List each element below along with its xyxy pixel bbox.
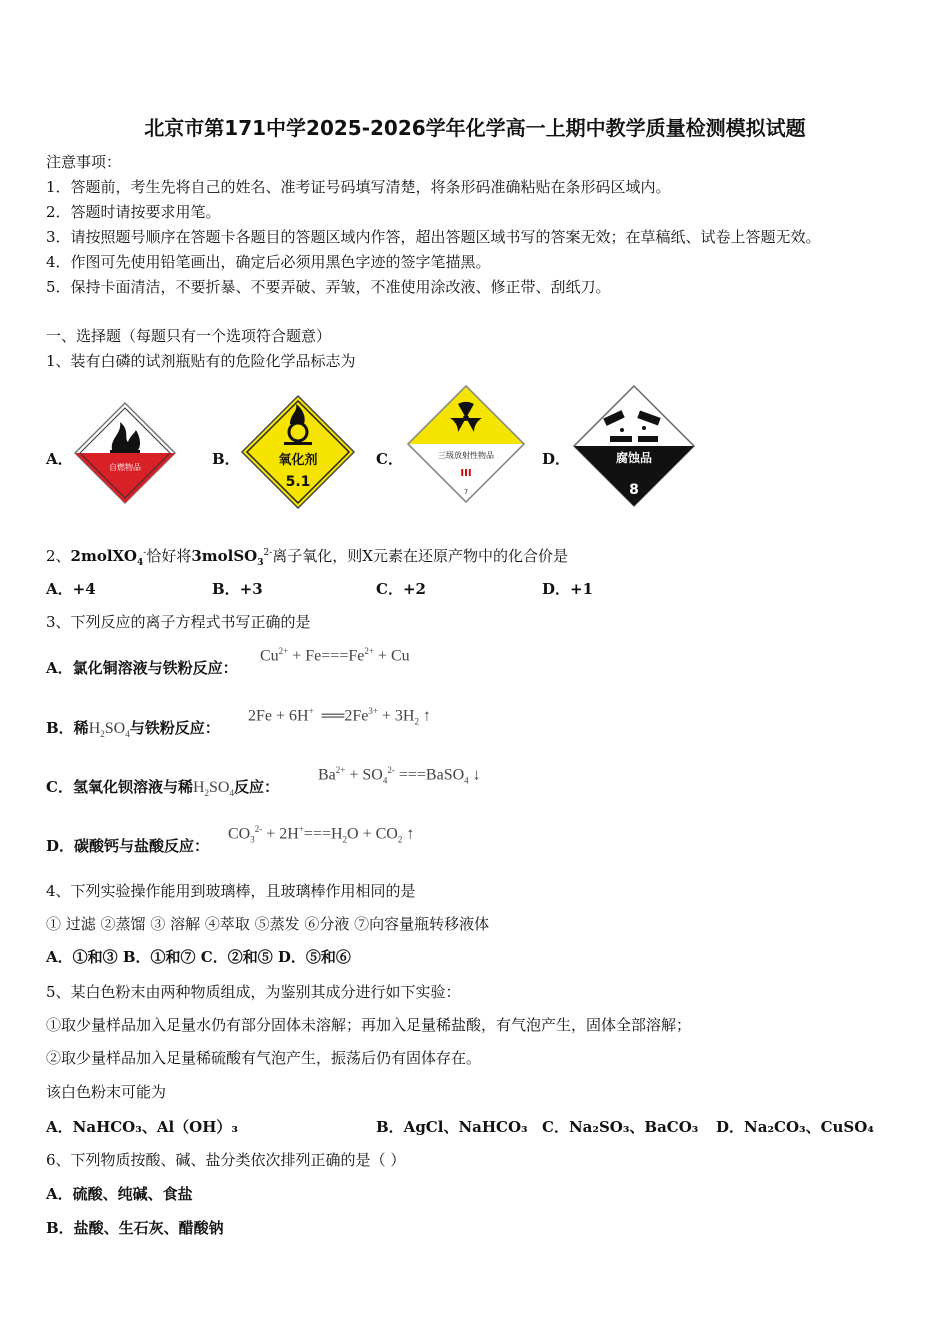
equation-c: $Ba^{2+} + SO_4^{2-}$ ===BaSO$_4$ ↓ [318, 765, 481, 786]
q6-option-b[interactable]: B．盐酸、生石灰、醋酸钠 [46, 1219, 224, 1237]
q5-option-d[interactable]: D．Na₂CO₃、CuSO₄ [716, 1118, 874, 1136]
sign-class: 7 [464, 489, 468, 496]
oxidizer-sign[interactable] [240, 394, 356, 510]
sign-text: 氧化剂 [278, 453, 318, 468]
q2-option-b[interactable]: B．+3 [212, 580, 263, 598]
notice-item: 3．请按照题号顺序在答题卡各题目的答题区域内作答，超出答题区域书写的答案无效；在草稿纸、试卷上答题无效。 [46, 228, 821, 246]
notice-item: 1．答题前，考生先将自己的姓名、准考证号码填写清楚，将条形码准确粘贴在条形码区域内。 [46, 178, 671, 196]
option-c-label: C． [376, 450, 403, 468]
equation-a: $Cu^{2+} + Fe===Fe^{2+} + Cu$ [260, 646, 410, 665]
q5-prompt: 该白色粉末可能为 [46, 1083, 167, 1101]
q6-option-a[interactable]: A．硫酸、纯碱、食盐 [46, 1185, 193, 1203]
q5-option-b[interactable]: B．AgCl、NaHCO₃ [376, 1118, 528, 1136]
q3-option-b[interactable]: B．稀$H_2SO_4$与铁粉反应： [46, 719, 220, 740]
sign-class: 8 [629, 482, 639, 498]
sign-text: 三级放射性物品 [438, 451, 494, 460]
equation-d: $CO_3^{2-} + 2H^+===H_2O + CO_2$ ↑ [228, 824, 415, 845]
notice-item: 4．作图可先使用铅笔画出，确定后必须用黑色字迹的签字笔描黑。 [46, 253, 491, 271]
radioactive-sign[interactable] [406, 384, 526, 504]
q4-options[interactable]: A．①和③ B．①和⑦ C．②和⑤ D．⑤和⑥ [46, 948, 351, 966]
notice-item: 5．保持卡面清洁，不要折暴、不要弄破、弄皱，不准使用涂改液、修正带、刮纸刀。 [46, 278, 611, 296]
q3-option-a[interactable]: A．氯化铜溶液与铁粉反应： [46, 659, 238, 677]
sign-text: 自燃物品 [109, 463, 141, 472]
question-3-stem: 3、下列反应的离子方程式书写正确的是 [46, 613, 311, 631]
question-5-stem: 5、某白色粉末由两种物质组成，为鉴别其成分进行如下实验： [46, 983, 461, 1001]
option-d-label: D． [542, 450, 571, 468]
section-heading: 一、选择题（每题只有一个选项符合题意） [46, 327, 332, 345]
q5-option-a[interactable]: A．NaHCO₃、Al（OH）₃ [46, 1118, 238, 1136]
option-b-label: B． [212, 450, 240, 468]
option-a-label: A． [46, 450, 73, 468]
sign-text: 腐蚀品 [615, 451, 653, 465]
question-6-stem: 6、下列物质按酸、碱、盐分类依次排列正确的是（ ） [46, 1151, 406, 1169]
q2-option-d[interactable]: D．+1 [542, 580, 594, 598]
notice-item: 2．答题时请按要求用笔。 [46, 203, 221, 221]
question-4-stem: 4、下列实验操作能用到玻璃棒，且玻璃棒作用相同的是 [46, 882, 416, 900]
equation-b: 2Fe + 6H+ $══2Fe^{3+} + 3H_2$ ↑ [248, 706, 431, 727]
q4-items: ① 过滤 ②蒸馏 ③ 溶解 ④萃取 ⑤蒸发 ⑥分液 ⑦向容量瓶转移液体 [46, 915, 490, 933]
sign-category: III [460, 468, 472, 479]
question-1-stem: 1、装有白磷的试剂瓶贴有的危险化学品标志为 [46, 352, 356, 370]
flammable-sign[interactable] [72, 400, 178, 506]
q2-option-c[interactable]: C．+2 [376, 580, 426, 598]
q5-step-2: ②取少量样品加入足量稀硫酸有气泡产生，振荡后仍有固体存在。 [46, 1049, 482, 1067]
q2-option-a[interactable]: A．+4 [46, 580, 96, 598]
page-title: 北京市第171中学2025-2026学年化学高一上期中教学质量检测模拟试题 [144, 116, 806, 140]
q3-option-d[interactable]: D．碳酸钙与盐酸反应： [46, 837, 210, 855]
q5-step-1: ①取少量样品加入足量水仍有部分固体未溶解；再加入足量稀盐酸，有气泡产生，固体全部溶解； [46, 1016, 692, 1034]
sign-class: 5.1 [285, 474, 311, 490]
q5-option-c[interactable]: C．Na₂SO₃、BaCO₃ [542, 1118, 699, 1136]
corrosive-sign[interactable] [572, 384, 696, 508]
notice-heading: 注意事项： [46, 153, 122, 171]
q3-option-c[interactable]: C．氢氧化钡溶液与稀$H_2SO_4$反应： [46, 778, 279, 799]
question-2-stem: 2、2molXO$_4$-恰好将3molSO$_3^{2-}$离子氧化，则X元素在还原产物中的化合价是 [46, 547, 568, 568]
